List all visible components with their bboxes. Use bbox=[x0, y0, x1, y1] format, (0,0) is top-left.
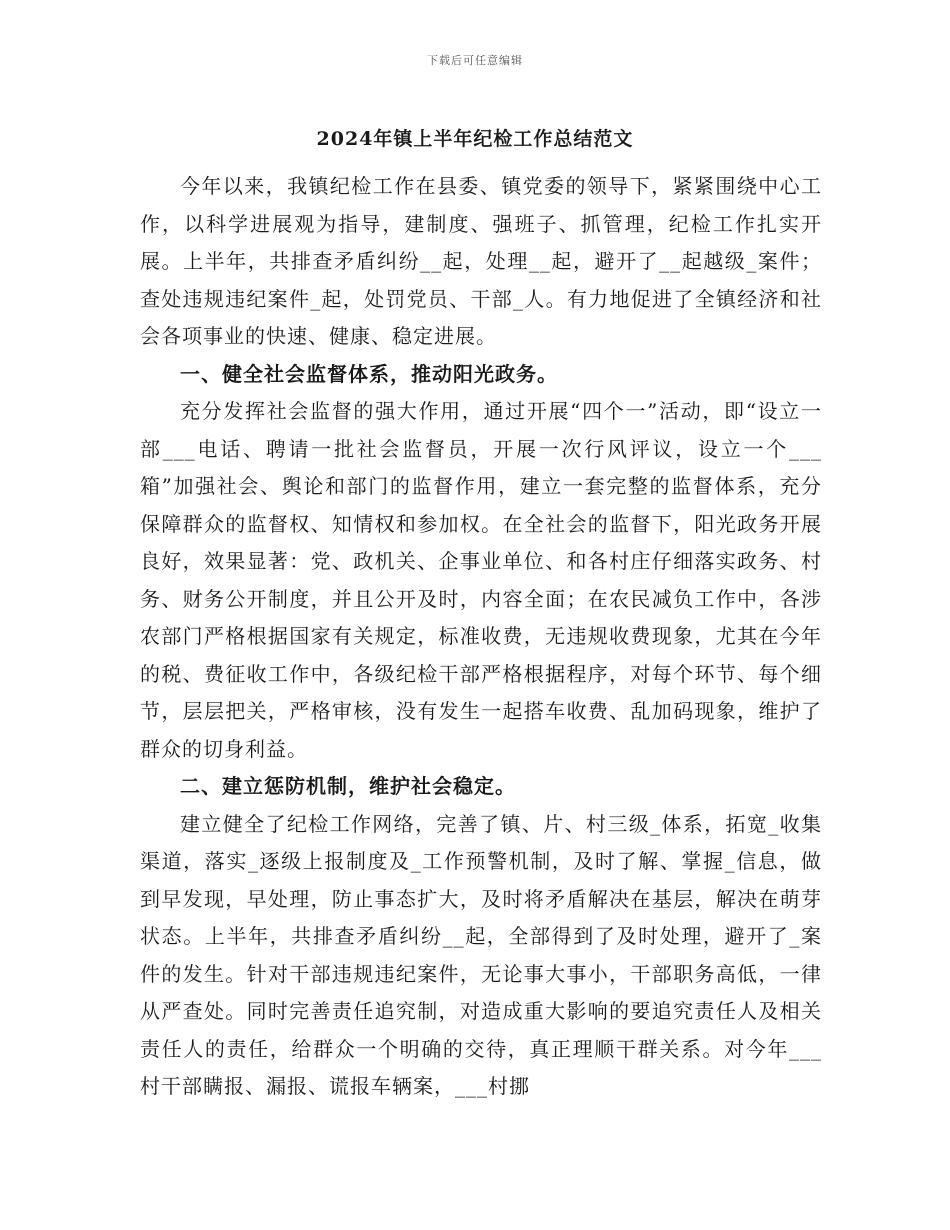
paragraph-intro: 今年以来，我镇纪检工作在县委、镇党委的领导下，紧紧围绕中心工作，以科学进展观为指导，建制度、强班子、抓管理，纪检工作扎实开展。上半年，共排查矛盾纠纷__起，处理__起，避开了__起越级_案件；查处违规违纪案件_起，处罚党员、干部_人。有力地促进了全镇经济和社会各项事业的快速、健康、稳定进展。 bbox=[140, 174, 822, 348]
paragraph-prevention: 建立健全了纪检工作网络，完善了镇、片、村三级_体系，拓宽_收集渠道，落实_逐级上报制度及_工作预警机制，及时了解、掌握_信息，做到早发现，早处理，防止事态扩大，及时将矛盾解决在基层，解决在萌芽状态。上半年，共排查矛盾纠纷__起，全部得到了及时处理，避开了_案件的发生。针对干部违规违纪案件，无论事大事小，干部职务高低，一律从严查处。同时完善责任追究制，对造成重大影响的要追究责任人及相关责任人的责任，给群众一个明确的交待，真正理顺干群关系。对今年___村干部瞒报、漏报、谎报车辆案，___村挪 bbox=[140, 811, 822, 1098]
header-note: 下载后可任意编辑 bbox=[427, 54, 523, 67]
document-body bbox=[140, 168, 822, 1106]
paragraph-supervision: 充分发挥社会监督的强大作用，通过开展“四个一”活动，即“设立一部___电话、聘请一批社会监督员，开展一次行风评议，设立一个___箱”加强社会、舆论和部门的监督作用，建立一套完整的监督体系，充分保障群众的监督权、知情权和参加权。在全社会的监督下，阳光政务开展良好，效果显著：党、政机关、企事业单位、和各村庄仔细落实政务、村务、财务公开制度，并且公开及时，内容全面；在农民减负工作中，各涉农部门严格根据国家有关规定，标准收费，无违规收费现象，尤其在今年的税、费征收工作中，各级纪检干部严格根据程序，对每个环节、每个细节，层层把关，严格审核，没有发生一起搭车收费、乱加码现象，维护了群众的切身利益。 bbox=[140, 399, 822, 761]
section-heading-1: 一、健全社会监督体系，推动阳光政务。 bbox=[180, 361, 558, 386]
section-heading-2: 二、建立惩防机制，维护社会稳定。 bbox=[180, 774, 516, 798]
document-title: 2024年镇上半年纪检工作总结范文 bbox=[316, 128, 634, 150]
